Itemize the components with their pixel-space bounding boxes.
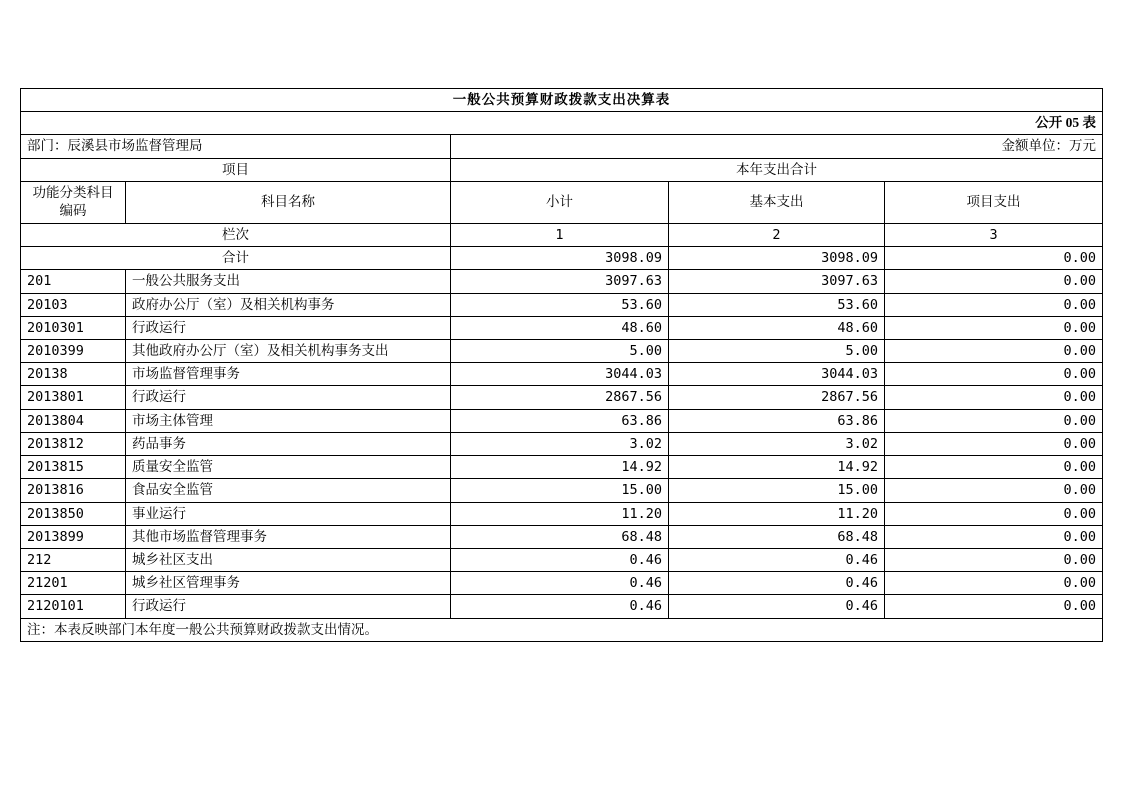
row-code: 2013812 bbox=[21, 432, 126, 455]
table-row bbox=[21, 525, 1103, 548]
row-name: 质量安全监管 bbox=[126, 456, 451, 479]
column-header-basic: 基本支出 bbox=[669, 181, 885, 223]
row-name: 市场监督管理事务 bbox=[126, 363, 451, 386]
column-number-3: 3 bbox=[885, 223, 1103, 246]
row-basic: 11.20 bbox=[669, 502, 885, 525]
row-project: 0.00 bbox=[885, 548, 1103, 571]
row-name: 食品安全监管 bbox=[126, 479, 451, 502]
group-header-left: 项目 bbox=[21, 158, 451, 181]
row-name: 其他政府办公厅（室）及相关机构事务支出 bbox=[126, 339, 451, 362]
row-subtotal: 2867.56 bbox=[451, 386, 669, 409]
table-row bbox=[21, 432, 1103, 455]
unit-label: 金额单位：万元 bbox=[451, 135, 1103, 158]
row-basic: 3097.63 bbox=[669, 270, 885, 293]
row-basic: 63.86 bbox=[669, 409, 885, 432]
row-basic: 14.92 bbox=[669, 456, 885, 479]
row-code: 201 bbox=[21, 270, 126, 293]
row-code: 20103 bbox=[21, 293, 126, 316]
table-row bbox=[21, 386, 1103, 409]
row-project: 0.00 bbox=[885, 595, 1103, 618]
total-row bbox=[21, 247, 1103, 270]
row-basic: 3044.03 bbox=[669, 363, 885, 386]
row-basic: 5.00 bbox=[669, 339, 885, 362]
column-header-name: 科目名称 bbox=[126, 181, 451, 223]
row-code: 2013816 bbox=[21, 479, 126, 502]
row-subtotal: 0.46 bbox=[451, 595, 669, 618]
row-project: 0.00 bbox=[885, 502, 1103, 525]
row-code: 2120101 bbox=[21, 595, 126, 618]
row-basic: 15.00 bbox=[669, 479, 885, 502]
budget-expenditure-table bbox=[20, 88, 1103, 642]
table-row bbox=[21, 363, 1103, 386]
row-subtotal: 3097.63 bbox=[451, 270, 669, 293]
row-project: 0.00 bbox=[885, 432, 1103, 455]
row-code: 212 bbox=[21, 548, 126, 571]
row-project: 0.00 bbox=[885, 363, 1103, 386]
row-code: 2010399 bbox=[21, 339, 126, 362]
group-header-row bbox=[21, 158, 1103, 181]
form-number: 公开 05 表 bbox=[21, 112, 1103, 135]
column-header-row bbox=[21, 181, 1103, 223]
row-code: 2013899 bbox=[21, 525, 126, 548]
row-basic: 3.02 bbox=[669, 432, 885, 455]
row-subtotal: 0.46 bbox=[451, 548, 669, 571]
column-header-project: 项目支出 bbox=[885, 181, 1103, 223]
row-basic: 53.60 bbox=[669, 293, 885, 316]
form-number-row bbox=[21, 112, 1103, 135]
table-row bbox=[21, 456, 1103, 479]
row-code: 2013801 bbox=[21, 386, 126, 409]
table-row bbox=[21, 502, 1103, 525]
table-row bbox=[21, 339, 1103, 362]
row-basic: 68.48 bbox=[669, 525, 885, 548]
table-note: 注：本表反映部门本年度一般公共预算财政拨款支出情况。 bbox=[21, 618, 1103, 641]
row-name: 城乡社区管理事务 bbox=[126, 572, 451, 595]
row-subtotal: 53.60 bbox=[451, 293, 669, 316]
row-name: 药品事务 bbox=[126, 432, 451, 455]
row-name: 事业运行 bbox=[126, 502, 451, 525]
column-number-1: 1 bbox=[451, 223, 669, 246]
row-project: 0.00 bbox=[885, 270, 1103, 293]
row-code: 2013804 bbox=[21, 409, 126, 432]
row-subtotal: 11.20 bbox=[451, 502, 669, 525]
row-subtotal: 3044.03 bbox=[451, 363, 669, 386]
row-name: 市场主体管理 bbox=[126, 409, 451, 432]
table-row bbox=[21, 316, 1103, 339]
total-project: 0.00 bbox=[885, 247, 1103, 270]
row-subtotal: 15.00 bbox=[451, 479, 669, 502]
row-subtotal: 5.00 bbox=[451, 339, 669, 362]
row-basic: 0.46 bbox=[669, 548, 885, 571]
row-project: 0.00 bbox=[885, 409, 1103, 432]
row-name: 其他市场监督管理事务 bbox=[126, 525, 451, 548]
row-basic: 2867.56 bbox=[669, 386, 885, 409]
row-project: 0.00 bbox=[885, 316, 1103, 339]
row-subtotal: 68.48 bbox=[451, 525, 669, 548]
group-header-right: 本年支出合计 bbox=[451, 158, 1103, 181]
page-title: 一般公共预算财政拨款支出决算表 bbox=[21, 89, 1103, 112]
row-basic: 0.46 bbox=[669, 595, 885, 618]
row-project: 0.00 bbox=[885, 572, 1103, 595]
row-subtotal: 14.92 bbox=[451, 456, 669, 479]
row-subtotal: 0.46 bbox=[451, 572, 669, 595]
table-row bbox=[21, 548, 1103, 571]
column-number-2: 2 bbox=[669, 223, 885, 246]
row-name: 行政运行 bbox=[126, 316, 451, 339]
row-name: 一般公共服务支出 bbox=[126, 270, 451, 293]
note-row bbox=[21, 618, 1103, 641]
total-subtotal: 3098.09 bbox=[451, 247, 669, 270]
column-header-subtotal: 小计 bbox=[451, 181, 669, 223]
row-project: 0.00 bbox=[885, 479, 1103, 502]
table-row bbox=[21, 479, 1103, 502]
row-project: 0.00 bbox=[885, 456, 1103, 479]
table-row bbox=[21, 595, 1103, 618]
title-row bbox=[21, 89, 1103, 112]
row-code: 2010301 bbox=[21, 316, 126, 339]
row-basic: 0.46 bbox=[669, 572, 885, 595]
row-name: 城乡社区支出 bbox=[126, 548, 451, 571]
department-label: 部门：辰溪县市场监督管理局 bbox=[21, 135, 451, 158]
column-number-row bbox=[21, 223, 1103, 246]
row-subtotal: 63.86 bbox=[451, 409, 669, 432]
row-basic: 48.60 bbox=[669, 316, 885, 339]
table-body bbox=[21, 270, 1103, 618]
table-row bbox=[21, 293, 1103, 316]
row-code: 2013850 bbox=[21, 502, 126, 525]
table-row bbox=[21, 409, 1103, 432]
meta-row bbox=[21, 135, 1103, 158]
row-subtotal: 48.60 bbox=[451, 316, 669, 339]
row-code: 20138 bbox=[21, 363, 126, 386]
row-name: 政府办公厅（室）及相关机构事务 bbox=[126, 293, 451, 316]
row-name: 行政运行 bbox=[126, 386, 451, 409]
row-project: 0.00 bbox=[885, 339, 1103, 362]
table-row bbox=[21, 270, 1103, 293]
row-project: 0.00 bbox=[885, 386, 1103, 409]
table-row bbox=[21, 572, 1103, 595]
column-number-label: 栏次 bbox=[21, 223, 451, 246]
row-code: 21201 bbox=[21, 572, 126, 595]
column-header-code: 功能分类科目编码 bbox=[21, 181, 126, 223]
total-basic: 3098.09 bbox=[669, 247, 885, 270]
row-project: 0.00 bbox=[885, 525, 1103, 548]
row-code: 2013815 bbox=[21, 456, 126, 479]
row-subtotal: 3.02 bbox=[451, 432, 669, 455]
row-name: 行政运行 bbox=[126, 595, 451, 618]
row-project: 0.00 bbox=[885, 293, 1103, 316]
total-label: 合计 bbox=[21, 247, 451, 270]
